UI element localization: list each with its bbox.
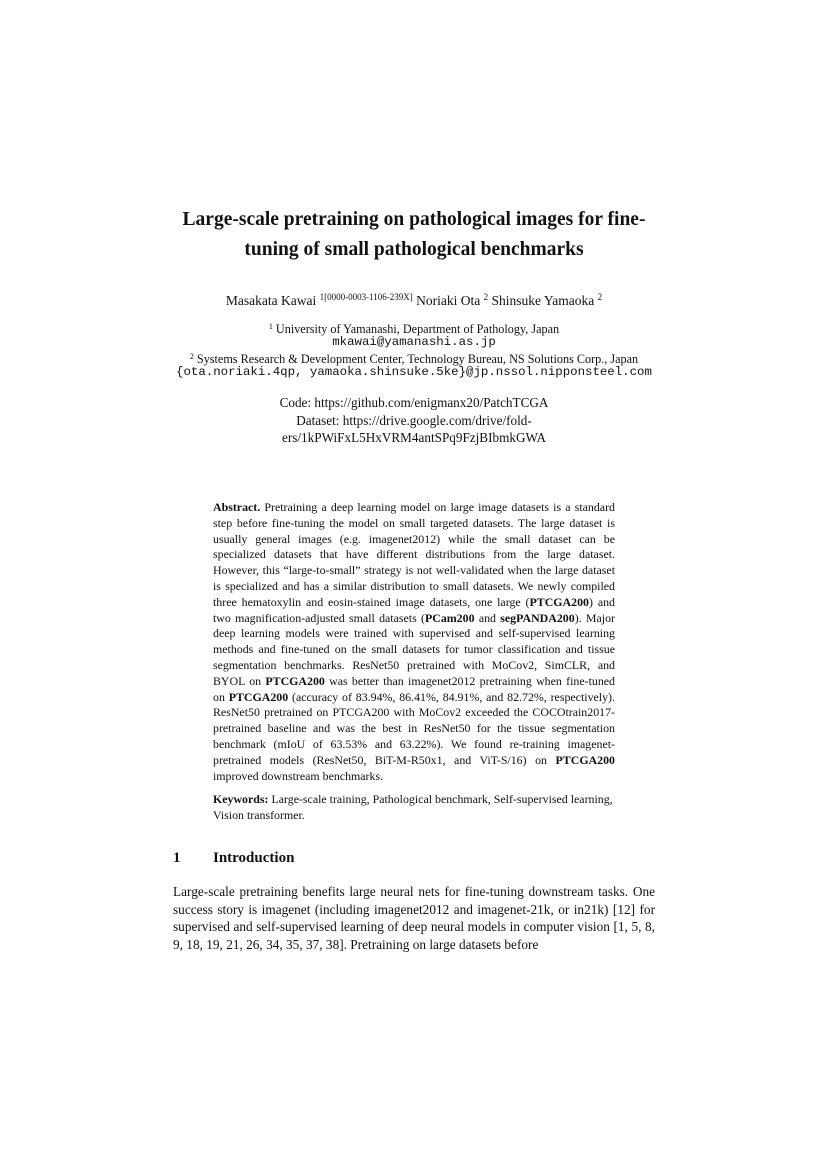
abstract — [213, 500, 615, 784]
affiliation-1-email: mkawai@yamanashi.as.jp — [332, 335, 496, 349]
section-heading — [173, 848, 653, 868]
dataset-name: PTCGA200 — [555, 752, 615, 767]
author-name: Masakata Kawai — [225, 293, 320, 308]
keywords-label: Keywords: — [213, 792, 269, 806]
author-affiliation-mark: 2 — [483, 292, 489, 302]
abstract-text: ). Major deep learning models were trained with supervised and self-supervised learning methods and fine-tuned on the small datasets for tumor classification and tissue segmentation benchmarks. ResNet50 pretrained with MoCov2, SimCLR, and BYOL on — [213, 610, 615, 688]
affiliation-2-email: {ota.noriaki.4qp, yamaoka.shinsuke.5ke}@jp.nssol.nipponsteel.com — [176, 365, 652, 379]
keywords — [213, 792, 615, 824]
section-number: 1 — [173, 850, 181, 866]
resource-links — [250, 394, 578, 447]
author-name: Noriaki Ota — [412, 293, 484, 308]
code-link[interactable]: Code: https://github.com/enigmanx20/PatchTCGA — [279, 395, 549, 410]
dataset-name: PCam200 — [424, 610, 475, 625]
abstract-label: Abstract. — [213, 500, 261, 514]
abstract-text: was better than imagenet2012 pretraining when fine-tuned on — [213, 673, 615, 704]
dataset-link-line-1[interactable]: Dataset: https://drive.google.com/drive/fold- — [296, 412, 532, 428]
affiliation-number: 1 — [268, 322, 273, 331]
title-line-2: tuning of small pathological benchmarks — [244, 239, 584, 260]
title-line-1: Large-scale pretraining on pathological images for fine- — [182, 209, 646, 230]
paper-title — [150, 205, 678, 265]
author-affiliation-mark: 2 — [597, 292, 603, 302]
intro-text: Large-scale pretraining benefits large neural nets for fine-tuning downstream tasks. One success story is imagenet (including imagenet2012 and imagenet-21k, or in21k) [12] for supervised and self-supervised learning of deep neural models in computer vision [1, 5, 8, 9, 18, 19, 21, 26, 34, 35, 37, 38]. Pretraining on large datasets before — [173, 884, 655, 952]
dataset-name: segPANDA200 — [500, 610, 575, 625]
dataset-link-line-2[interactable]: ers/1kPWiFxL5HxVRM4antSPq9FzjBIbmkGWA — [282, 430, 546, 446]
keywords-text: Large-scale training, Pathological benchmark, Self-supervised learning, Vision transformer. — [213, 792, 613, 822]
affiliation-text: Systems Research & Development Center, Technology Bureau, NS Solutions Corp., Japan — [193, 352, 639, 366]
section-title: Introduction — [213, 850, 295, 866]
abstract-text: ) and two magnification-adjusted small datasets ( — [213, 594, 615, 625]
abstract-text: and — [474, 610, 501, 625]
affiliation-number: 2 — [189, 352, 194, 361]
author-orcid: 1[0000-0003-1106-239X] — [319, 292, 413, 302]
dataset-name: PTCGA200 — [265, 673, 325, 688]
intro-paragraph — [173, 883, 655, 953]
author-name: Shinsuke Yamaoka — [488, 293, 598, 308]
abstract-text: Pretraining a deep learning model on large image datasets is a standard step before fine-tuning the model on small targeted datasets. The large dataset is usually general images (e.g. imagenet2012) while the small dataset can be specialized datasets that have different distributions from the large dataset. However, this “large-to-small” strategy is not well-validated when the large dataset is specialized and has a similar distribution to small datasets. We newly compiled three hematoxylin and eosin-stained image datasets, one large ( — [213, 500, 615, 609]
affiliation-text: University of Yamanashi, Department of Pathology, Japan — [272, 322, 560, 336]
dataset-name: PTCGA200 — [228, 689, 289, 704]
abstract-text: (accuracy of 83.94%, 86.41%, 84.91%, and 82.72%, respectively). ResNet50 pretrained on PTCGA200 with MoCov2 exceeded the COCOtrain2017-pretrained baseline and was the best in ResNet50 for the tissue segmentation benchmark (mIoU of 63.53% and 63.22%). We found re-training imagenet-pretrained models (ResNet50, BiT-M-R50x1, and ViT-S/16) on — [213, 689, 615, 767]
dataset-name: PTCGA200 — [529, 594, 589, 609]
abstract-text: improved downstream benchmarks. — [213, 768, 384, 783]
author-list — [100, 288, 728, 310]
